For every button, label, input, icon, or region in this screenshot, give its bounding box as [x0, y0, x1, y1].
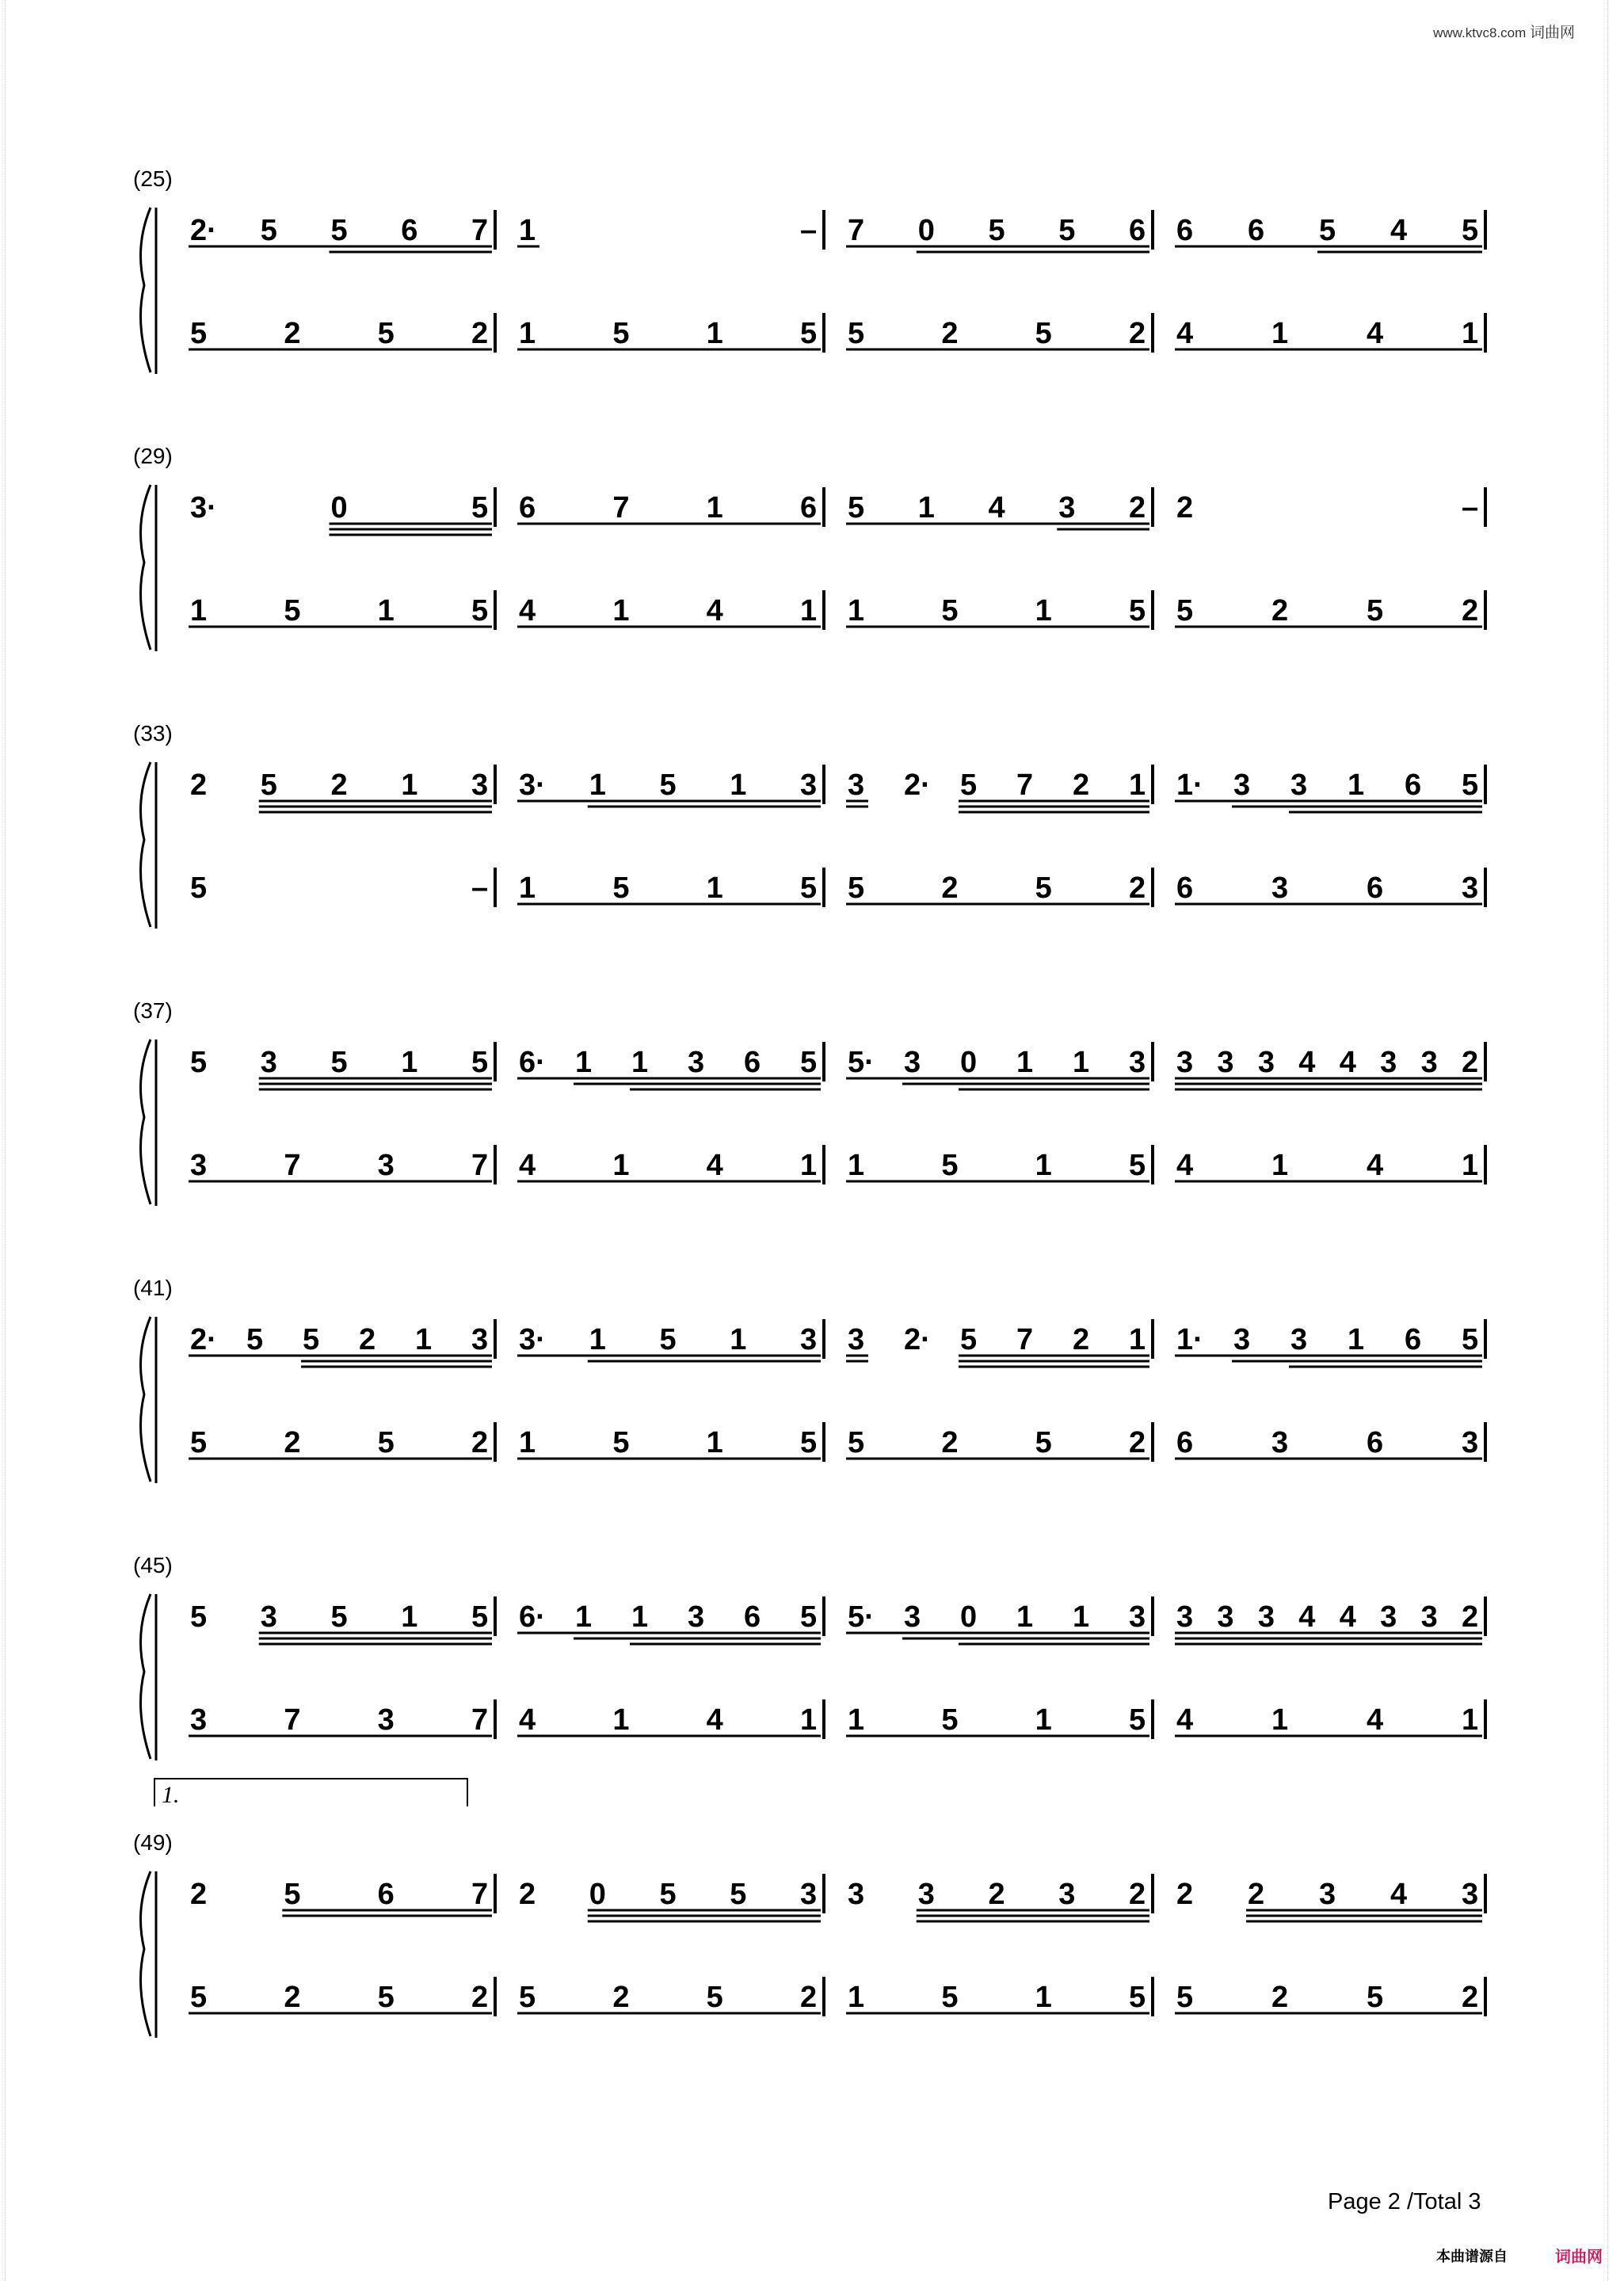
note: 3 — [1462, 1878, 1479, 1911]
note: 3 — [1217, 1600, 1234, 1634]
note: 3 — [1420, 1046, 1438, 1079]
measure-number: (41) — [133, 1276, 173, 1300]
note: 7 — [612, 491, 630, 524]
note: 6 — [744, 1046, 761, 1079]
note: 3 — [190, 1703, 208, 1737]
note: 6 — [401, 214, 418, 247]
note: 1 — [1073, 1046, 1090, 1079]
note: 1 — [706, 1426, 723, 1459]
note: 5 — [190, 1046, 208, 1079]
score-system — [133, 166, 1485, 374]
note: 4 — [1339, 1600, 1356, 1634]
note: 1 — [519, 872, 536, 905]
note: 5 — [1462, 1323, 1479, 1356]
note: 1 — [575, 1600, 593, 1634]
note: 2 — [1129, 872, 1146, 905]
note: 5 — [471, 594, 489, 627]
note: 7 — [471, 1149, 489, 1182]
note: 2 — [471, 1426, 489, 1459]
note: 0 — [589, 1878, 606, 1911]
note: 5 — [800, 1600, 818, 1634]
note: 5 — [960, 1323, 978, 1356]
brace — [141, 208, 151, 372]
note: 1 — [589, 769, 606, 802]
note: 1 — [1129, 769, 1146, 802]
measure-number: (37) — [133, 998, 173, 1023]
note: 2 — [1248, 1878, 1265, 1911]
note: 5 — [659, 769, 677, 802]
note: 2 — [941, 1426, 959, 1459]
note: 1 — [631, 1046, 649, 1079]
note: 1 — [401, 1046, 418, 1079]
note: 2 — [1129, 1878, 1146, 1911]
source-label: 本曲谱源自 — [1436, 2249, 1508, 2265]
note: 3 — [1058, 1878, 1076, 1911]
site-url: www.ktvc8.com — [1433, 25, 1527, 40]
note: 3 — [1271, 872, 1289, 905]
note: 4 — [988, 491, 1005, 524]
note: 3 — [471, 769, 489, 802]
note: 1 — [706, 872, 723, 905]
note: – — [471, 872, 489, 905]
note: 5 — [848, 491, 865, 524]
note: 5 — [190, 1426, 208, 1459]
note: 5 — [330, 1046, 348, 1079]
note: 2 — [1462, 1600, 1479, 1634]
note: 3 — [800, 1323, 818, 1356]
note: 5 — [848, 317, 865, 350]
note: 2 — [1129, 317, 1146, 350]
note: 7 — [1016, 1323, 1034, 1356]
note: 5 — [284, 1878, 301, 1911]
note: 5 — [730, 1878, 747, 1911]
note: 7 — [471, 214, 489, 247]
note: 5 — [1319, 214, 1336, 247]
note: 4 — [1298, 1046, 1316, 1079]
note: 4 — [706, 1703, 723, 1737]
note: 5 — [941, 1149, 959, 1182]
note: 7 — [471, 1703, 489, 1737]
brace — [141, 1039, 151, 1204]
note: 3 — [471, 1323, 489, 1356]
note: 6 — [1248, 214, 1265, 247]
note: 5 — [303, 1323, 320, 1356]
measure-number: (33) — [133, 721, 173, 746]
note: 6· — [519, 1046, 546, 1079]
note: 2· — [190, 1323, 217, 1356]
note: 5 — [377, 1981, 395, 2014]
note: 1 — [1035, 1703, 1052, 1737]
note: 3 — [1176, 1600, 1194, 1634]
note: 1 — [1462, 317, 1479, 350]
note: 1 — [1348, 769, 1365, 802]
note: 2 — [800, 1981, 818, 2014]
note: 5 — [260, 214, 277, 247]
note: 5 — [800, 872, 818, 905]
note: 1 — [1035, 1149, 1052, 1182]
brace — [141, 485, 151, 650]
note: 3 — [904, 1046, 921, 1079]
brace — [141, 1871, 151, 2036]
note: 3 — [917, 1878, 935, 1911]
note: 5 — [471, 1046, 489, 1079]
note: 3 — [190, 1149, 208, 1182]
note: 1 — [1462, 1703, 1479, 1737]
note: 2 — [359, 1323, 376, 1356]
note: 6 — [1176, 214, 1194, 247]
note: 4 — [706, 1149, 723, 1182]
note: 4 — [1390, 214, 1408, 247]
note: 4 — [1176, 317, 1194, 350]
note: 6 — [1405, 1323, 1422, 1356]
note: 2 — [1129, 1426, 1146, 1459]
note: 5 — [1462, 769, 1479, 802]
note: 2 — [284, 317, 301, 350]
note: 1 — [917, 491, 935, 524]
note: 5 — [800, 1046, 818, 1079]
note: 0 — [917, 214, 935, 247]
note: 1 — [1035, 1981, 1052, 2014]
note: 1 — [589, 1323, 606, 1356]
note: 5 — [1058, 214, 1076, 247]
note: 3 — [800, 769, 818, 802]
note: 1 — [1035, 594, 1052, 627]
note: 5 — [1035, 1426, 1052, 1459]
note: 3 — [848, 769, 865, 802]
note: 3 — [1257, 1046, 1275, 1079]
note: 1 — [1271, 1703, 1289, 1737]
note: 1 — [1271, 317, 1289, 350]
note: 5 — [1176, 594, 1194, 627]
note: 5 — [260, 769, 277, 802]
note: 7 — [284, 1149, 301, 1182]
note: 2 — [1073, 769, 1090, 802]
note: 3 — [688, 1600, 705, 1634]
note: 5 — [190, 317, 208, 350]
note: 3 — [1058, 491, 1076, 524]
note: 2 — [1462, 1981, 1479, 2014]
note: 5 — [800, 1426, 818, 1459]
measure-number: (45) — [133, 1553, 173, 1577]
note: 1 — [730, 769, 747, 802]
note: 1 — [415, 1323, 433, 1356]
note: 6 — [1176, 1426, 1194, 1459]
note: 5 — [848, 1426, 865, 1459]
score-system — [133, 1276, 1485, 1483]
note: 1 — [519, 1426, 536, 1459]
note: 6 — [800, 491, 818, 524]
note: 3 — [1462, 872, 1479, 905]
note: 7 — [284, 1703, 301, 1737]
note: 4 — [1176, 1149, 1194, 1182]
measure-number: (49) — [133, 1830, 173, 1855]
note: 1 — [800, 594, 818, 627]
score-system — [133, 444, 1485, 651]
note: 1 — [730, 1323, 747, 1356]
note: 2 — [941, 872, 959, 905]
note: 3· — [519, 769, 546, 802]
note: 5 — [848, 872, 865, 905]
note: 2 — [1462, 594, 1479, 627]
note: 5 — [988, 214, 1005, 247]
note: 1· — [1176, 769, 1203, 802]
note: 1 — [800, 1703, 818, 1737]
note: 3· — [190, 491, 217, 524]
note: 5 — [330, 214, 348, 247]
note: 5· — [848, 1046, 875, 1079]
note: 5 — [800, 317, 818, 350]
note: 5 — [190, 1600, 208, 1634]
note: 5 — [1367, 1981, 1384, 2014]
note: 5 — [941, 1981, 959, 2014]
note: 2 — [941, 317, 959, 350]
note: 1 — [1348, 1323, 1365, 1356]
note: 6 — [519, 491, 536, 524]
score-system — [133, 1779, 1485, 2038]
volta-label: 1. — [162, 1782, 180, 1808]
note: 5 — [1129, 1703, 1146, 1737]
note: 4 — [519, 594, 536, 627]
note: 2 — [284, 1426, 301, 1459]
note: 2 — [1129, 491, 1146, 524]
score-system — [133, 998, 1485, 1206]
note: 5 — [612, 1426, 630, 1459]
note: 1 — [848, 1703, 865, 1737]
note: 3 — [1462, 1426, 1479, 1459]
note: 0 — [960, 1046, 978, 1079]
note: 7 — [1016, 769, 1034, 802]
note: 6 — [1129, 214, 1146, 247]
note: 4 — [1298, 1600, 1316, 1634]
score-system — [133, 1553, 1485, 1760]
note: 6 — [1176, 872, 1194, 905]
note: 5 — [1129, 1981, 1146, 2014]
note: 3 — [848, 1323, 865, 1356]
note: 3 — [1420, 1600, 1438, 1634]
note: 3 — [1233, 769, 1251, 802]
note: 5 — [941, 1703, 959, 1737]
note: 5 — [659, 1323, 677, 1356]
score-system — [133, 721, 1485, 929]
measure-number: (29) — [133, 444, 173, 468]
note: 5 — [519, 1981, 536, 2014]
note: 6 — [377, 1878, 395, 1911]
note: 3 — [1380, 1600, 1397, 1634]
note: 1 — [612, 594, 630, 627]
note: 2 — [190, 769, 208, 802]
note: 5 — [330, 1600, 348, 1634]
note: 4 — [1176, 1703, 1194, 1737]
note: 3 — [688, 1046, 705, 1079]
note: 5 — [1176, 1981, 1194, 2014]
note: – — [800, 214, 818, 247]
note: 2 — [471, 1981, 489, 2014]
note: 0 — [960, 1600, 978, 1634]
note: 3 — [1319, 1878, 1336, 1911]
note: 1 — [1016, 1046, 1034, 1079]
note: 3 — [848, 1878, 865, 1911]
note: 6 — [1367, 872, 1384, 905]
note: 1 — [401, 1600, 418, 1634]
note: 5 — [1462, 214, 1479, 247]
volta-bracket — [154, 1779, 467, 1806]
note: 3 — [904, 1600, 921, 1634]
note: 1 — [848, 1981, 865, 2014]
note: 2 — [519, 1878, 536, 1911]
note: 3 — [1129, 1046, 1146, 1079]
note: 2 — [330, 769, 348, 802]
note: 1 — [190, 594, 208, 627]
note: 5 — [377, 317, 395, 350]
note: 3 — [800, 1878, 818, 1911]
note: 5 — [471, 491, 489, 524]
note: 5 — [612, 872, 630, 905]
measure-number: (25) — [133, 166, 173, 191]
note: 2 — [1073, 1323, 1090, 1356]
note: 1 — [401, 769, 418, 802]
note: 5 — [1129, 1149, 1146, 1182]
note: 3 — [1380, 1046, 1397, 1079]
note: 4 — [519, 1703, 536, 1737]
note: – — [1462, 491, 1479, 524]
note: 5 — [1035, 872, 1052, 905]
note: 1· — [1176, 1323, 1203, 1356]
note: 2· — [190, 214, 217, 247]
note: 2· — [904, 769, 931, 802]
page-indicator: Page 2 /Total 3 — [1328, 2189, 1481, 2214]
note: 7 — [471, 1878, 489, 1911]
brace — [141, 762, 151, 927]
note: 1 — [706, 317, 723, 350]
note: 7 — [848, 214, 865, 247]
note: 1 — [575, 1046, 593, 1079]
note: 1 — [631, 1600, 649, 1634]
note: 1 — [519, 317, 536, 350]
note: 5· — [848, 1600, 875, 1634]
note: 2 — [1462, 1046, 1479, 1079]
note: 0 — [330, 491, 348, 524]
note: 4 — [706, 594, 723, 627]
note: 2 — [988, 1878, 1005, 1911]
note: 3 — [1217, 1046, 1234, 1079]
note: 3 — [260, 1600, 277, 1634]
note: 2 — [612, 1981, 630, 2014]
note: 4 — [1390, 1878, 1408, 1911]
note: 3 — [377, 1703, 395, 1737]
note: 1 — [848, 1149, 865, 1182]
note: 1 — [706, 491, 723, 524]
note: 5 — [246, 1323, 264, 1356]
note: 2· — [904, 1323, 931, 1356]
note: 6 — [1367, 1426, 1384, 1459]
note: 1 — [377, 594, 395, 627]
note: 3· — [519, 1323, 546, 1356]
note: 5 — [941, 594, 959, 627]
note: 2 — [471, 317, 489, 350]
note: 2 — [1271, 594, 1289, 627]
note: 5 — [190, 1981, 208, 2014]
note: 2 — [284, 1981, 301, 2014]
note: 2 — [190, 1878, 208, 1911]
note: 5 — [960, 769, 978, 802]
note: 2 — [1271, 1981, 1289, 2014]
note: 5 — [471, 1600, 489, 1634]
note: 5 — [612, 317, 630, 350]
note: 5 — [377, 1426, 395, 1459]
note: 3 — [1233, 1323, 1251, 1356]
note: 1 — [612, 1149, 630, 1182]
note: 1 — [800, 1149, 818, 1182]
footer-brand: 词曲网 — [1555, 2247, 1603, 2266]
note: 2 — [1176, 1878, 1194, 1911]
note: 5 — [284, 594, 301, 627]
note: 6 — [1405, 769, 1422, 802]
note: 1 — [1073, 1600, 1090, 1634]
note: 3 — [1290, 1323, 1308, 1356]
note: 3 — [377, 1149, 395, 1182]
note: 4 — [1367, 1703, 1384, 1737]
note: 5 — [1035, 317, 1052, 350]
note: 1 — [612, 1703, 630, 1737]
note: 4 — [1339, 1046, 1356, 1079]
brace — [141, 1594, 151, 1759]
note: 5 — [190, 872, 208, 905]
note: 6· — [519, 1600, 546, 1634]
note: 5 — [659, 1878, 677, 1911]
note: 6 — [744, 1600, 761, 1634]
note: 1 — [1271, 1149, 1289, 1182]
note: 3 — [260, 1046, 277, 1079]
note: 2 — [1176, 491, 1194, 524]
note: 3 — [1290, 769, 1308, 802]
note: 1 — [1016, 1600, 1034, 1634]
site-name: 词曲网 — [1529, 25, 1575, 41]
note: 4 — [1367, 1149, 1384, 1182]
note: 1 — [1462, 1149, 1479, 1182]
note: 5 — [706, 1981, 723, 2014]
note: 1 — [848, 594, 865, 627]
note: 1 — [1129, 1323, 1146, 1356]
note: 3 — [1129, 1600, 1146, 1634]
note: 4 — [1367, 317, 1384, 350]
note: 3 — [1176, 1046, 1194, 1079]
note: 3 — [1257, 1600, 1275, 1634]
note: 4 — [519, 1149, 536, 1182]
note: 1 — [519, 214, 536, 247]
brace — [141, 1317, 151, 1482]
note: 5 — [1367, 594, 1384, 627]
note: 3 — [1271, 1426, 1289, 1459]
note: 5 — [1129, 594, 1146, 627]
